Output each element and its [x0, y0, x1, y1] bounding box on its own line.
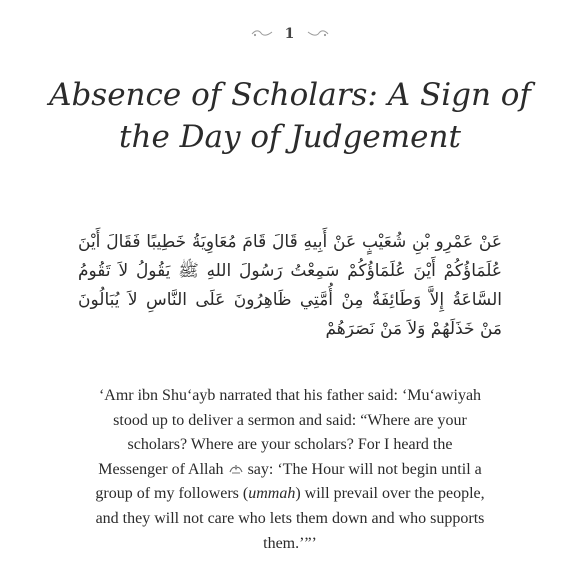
ummah-term: ummah [248, 485, 296, 503]
ornament-right-icon [307, 28, 329, 41]
ornament-left-icon [251, 28, 273, 41]
translation-part-2: say: ‘The Hour will not begin until a group of my followers ( [95, 460, 482, 503]
salawat-icon [229, 459, 243, 470]
translation-part-3: ) will prevail over the people, and they will not care who lets them down and who supports them.’”’ [95, 485, 485, 552]
arabic-hadith-text: عَنْ عَمْرِو بْنِ شُعَيْبٍ عَنْ أَبِيهِ قَالَ قَامَ مُعَاوِيَةُ خَطِيبًا فَقَالَ أَيْنَ عُلَمَاؤُكُمْ أَيْنَ عُلَمَاؤُكُمْ سَمِعْتُ رَسُولَ اللهِ ﷺ يَقُولُ لاَ تَقُومُ السَّاعَةُ إِلاَّ وَطَائِفَةٌ مِنْ أُمَّتِي ظَاهِرُونَ عَلَى النَّاسِ لاَ يُبَالُونَ مَنْ خَذَلَهُمْ وَلاَ مَنْ نَصَرَهُمْ [78, 232, 502, 339]
chapter-number: 1 [284, 26, 296, 42]
translation-part-1: ‘Amr ibn Shu‘ayb narrated that his father said: ‘Mu‘awiyah stood up to deliver a sermon and said: “Where are your scholars? Where are your scholars? For I heard the Messenger of Allah [98, 387, 482, 478]
english-translation [92, 384, 488, 556]
chapter-marker [0, 26, 580, 42]
chapter-title: Absence of Scholars: A Sign of the Day of Judgement [49, 77, 531, 155]
